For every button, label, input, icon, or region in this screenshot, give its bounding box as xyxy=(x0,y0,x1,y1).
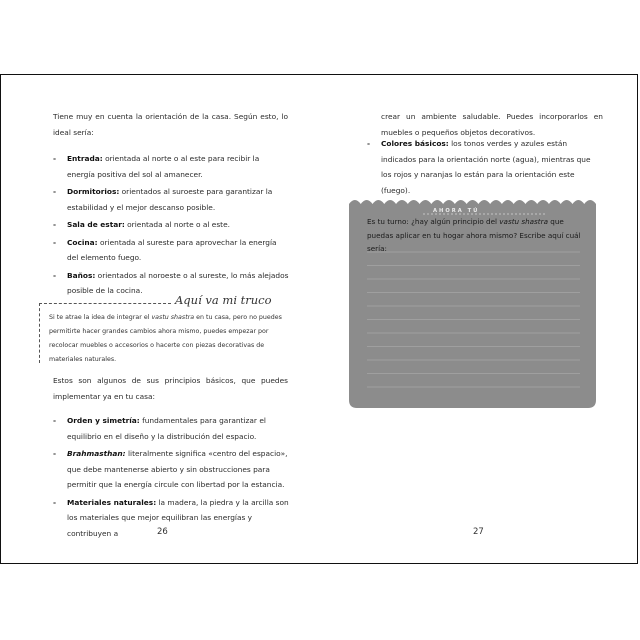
right-page xyxy=(321,75,639,563)
tip-box xyxy=(39,293,287,363)
card-prompt: Es tu turno: ¿hay algún principio del vastu shastra que puedas aplicar en tu hogar ahora mismo? Escribe aquí cuál sería: xyxy=(367,217,581,253)
orientation-list xyxy=(53,151,289,301)
page-number-right: 27 xyxy=(473,527,484,537)
list-item: - Sala de estar: orientada al norte o al este. xyxy=(53,217,289,233)
list-item: - Cocina: orientada al sureste para aprovechar la energía del elemento fuego. xyxy=(53,235,289,266)
colors-bullet: - Colores básicos: los tonos verdes y azules están indicados para la orientación norte (agua), mientras que los rojos y naranjas lo están para la orientación este (fuego). xyxy=(367,136,603,198)
continuation-text: crear un ambiente saludable. Puedes incorporarlos en muebles o pequeños objetos decorativos. xyxy=(381,112,603,137)
principles-list xyxy=(53,413,289,543)
list-item: - Brahmasthan: literalmente significa «centro del espacio», que debe mantenerse abierto y sin obstrucciones para permitir que la energía circule con libertad por la estancia. xyxy=(53,446,289,493)
left-page xyxy=(1,75,321,563)
tip-text: Si te atrae la idea de integrar el vastu shastra en tu casa, pero no puedes permitirte hacer grandes cambios ahora mismo, puedes empezar por recolocar muebles o accesorios o hacerte con piezas decorativas de materiales naturales. xyxy=(49,314,282,363)
tip-dashed-border-left xyxy=(39,303,40,363)
page-number-left: 26 xyxy=(157,527,168,537)
list-item: - Entrada: orientada al norte o al este para recibir la energía positiva del sol al amanecer. xyxy=(53,151,289,182)
principles-intro: Estos son algunos de sus principios básicos, que puedes implementar ya en tu casa: xyxy=(53,376,288,401)
list-item: - Materiales naturales: la madera, la piedra y la arcilla son los materiales que mejor equilibran las energías y contribuyen a xyxy=(53,495,289,542)
tip-title: Aquí va mi truco xyxy=(175,293,272,307)
list-item: - Dormitorios: orientados al suroeste para garantizar la estabilidad y el mejor descanso posible. xyxy=(53,184,289,215)
book-spread xyxy=(0,74,638,564)
orientation-intro: Tiene muy en cuenta la orientación de la casa. Según esto, lo ideal sería: xyxy=(53,112,288,137)
list-item: - Baños: orientados al noroeste o al sureste, lo más alejados posible de la cocina. xyxy=(53,268,289,299)
list-item: - Orden y simetría: fundamentales para garantizar el equilibrio en el diseño y la distribución del espacio. xyxy=(53,413,289,444)
tip-dashed-border xyxy=(39,303,171,304)
card-label: AHORA TÚ xyxy=(433,208,480,214)
